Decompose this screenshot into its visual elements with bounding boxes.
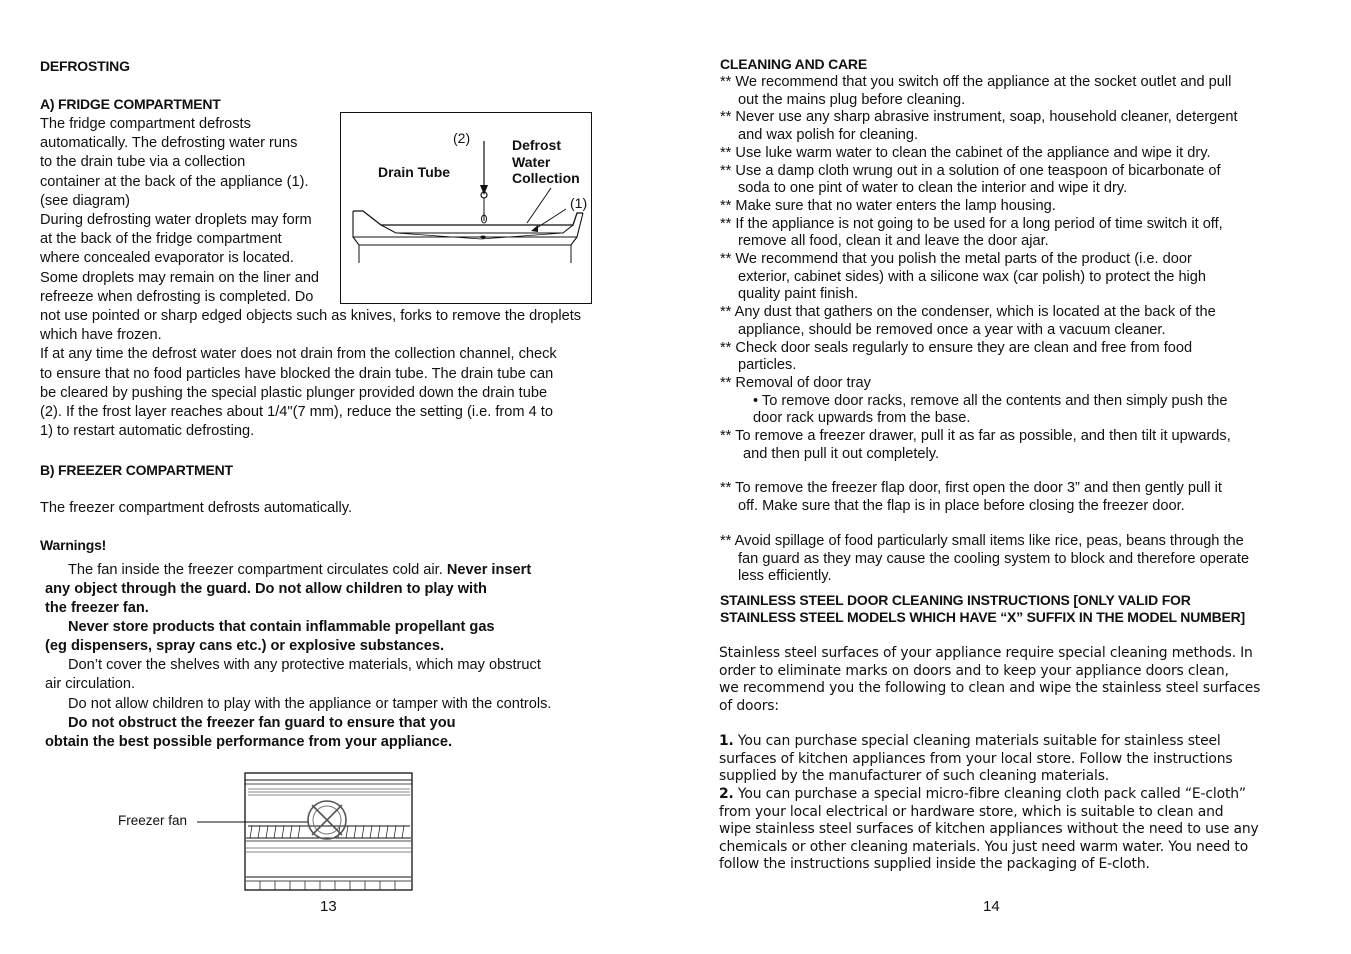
stainless-item-2-line-1 (719, 786, 1259, 804)
fridge-line-1: The fridge compartment defrosts (40, 116, 251, 132)
stainless-intro (719, 645, 1260, 715)
fridge-wide-line-2: which have frozen. (40, 327, 162, 344)
fridge-wide-line-5: be cleared by pushing the special plastic plunger provided down the drain tube (40, 384, 548, 401)
cleaning-item-1-line-1: ** We recommend that you switch off the appliance at the socket outlet and pull (720, 74, 1232, 90)
freezer-text: The freezer compartment defrosts automatically. (40, 500, 352, 516)
cleaning-item-1-line-2: out the mains plug before cleaning. (738, 91, 966, 108)
fridge-wide-line-6: (2). If the frost layer reaches about 1/4"(7 mm), reduce the setting (i.e. from 4 to (40, 404, 553, 421)
cleaning-item-9-line-1: ** Check door seals regularly to ensure they are clean and free from food (720, 339, 1193, 356)
defrosting-heading: DEFROSTING (40, 58, 130, 74)
warning-3-line-2: air circulation. (45, 676, 136, 692)
spillage-line-3: less efficiently. (738, 568, 832, 585)
freezer-compartment-heading: B) FREEZER COMPARTMENT (40, 462, 233, 478)
stainless-steel-heading (720, 592, 1245, 626)
stainless-intro-line-2: order to eliminate marks on doors and to keep your appliance doors clean, (719, 662, 1229, 679)
cleaning-item-6-line-2: remove all food, clean it and leave the door ajar. (738, 233, 1049, 250)
fridge-line-6: During defrosting water droplets may form (40, 212, 312, 229)
warning-1-bold: Never insert (446, 562, 532, 578)
stainless-intro-line-4: of doors: (719, 697, 779, 714)
stainless-item-1-line-3 (719, 768, 1233, 786)
fridge-line-7: at the back of the fridge compartment (40, 231, 282, 248)
cleaning-item-4-line-2: soda to one pint of water to clean the interior and wipe it dry. (738, 180, 1128, 197)
cleaning-items (720, 74, 1238, 463)
warning-2-line-2: (eg dispensers, spray cans etc.) or explosive substances. (45, 638, 445, 654)
fridge-line-4: container at the back of the appliance (1). (40, 173, 309, 190)
label-2: (2) (453, 130, 471, 146)
fridge-line-8: where concealed evaporator is located. (40, 250, 294, 267)
stainless-item-2-line-4 (719, 839, 1259, 857)
stainless-item-1-line-2 (719, 751, 1233, 769)
flap-door-item (720, 480, 1222, 515)
label-collection: Collection (512, 170, 580, 186)
freezer-fan-label: Freezer fan (118, 813, 188, 828)
stainless-item-2-text-1: You can purchase a special micro-fibre cleaning cloth pack called “E-cloth” (733, 786, 1246, 802)
drain-diagram (340, 112, 592, 304)
cleaning-and-care-heading: CLEANING AND CARE (720, 56, 867, 72)
warning-1-normal: The fan inside the freezer compartment circulates cold air. (68, 562, 447, 578)
fridge-line-3: to the drain tube via a collection (40, 154, 246, 171)
fridge-wide-line-3: If at any time the defrost water does not drain from the collection channel, check (40, 346, 557, 363)
drawer-line-2: and then pull it out completely. (743, 445, 940, 462)
stainless-item-2-line-5 (719, 856, 1259, 874)
fridge-paragraph-wide (40, 307, 581, 441)
stainless-item-1-text-3: supplied by the manufacturer of such cleaning materials. (719, 768, 1110, 785)
flap-door-line-2: off. Make sure that the flap is in place before closing the freezer door. (738, 497, 1185, 514)
cleaning-item-3-line-1: ** Use luke warm water to clean the cabinet of the appliance and wipe it dry. (720, 144, 1211, 161)
fridge-line-2: automatically. The defrosting water runs (40, 135, 298, 152)
cleaning-item-7-line-3: quality paint finish. (738, 286, 859, 303)
cleaning-item-9-line-2: particles. (738, 357, 797, 374)
freezer-fan-illustration (190, 770, 416, 892)
cleaning-item-4-line-1: ** Use a damp cloth wrung out in a solution of one teaspoon of bicarbonate of (720, 162, 1221, 179)
fridge-line-9: Some droplets may remain on the liner and (40, 269, 320, 286)
warning-4: Do not allow children to play with the appliance or tamper with the controls. (68, 696, 552, 712)
cleaning-item-5-line-1: ** Make sure that no water enters the lamp housing. (720, 197, 1056, 214)
warning-1-line-1 (68, 561, 531, 580)
label-1: (1) (570, 195, 588, 211)
stainless-item-2 (719, 786, 1259, 874)
stainless-item-1-text-1: You can purchase special cleaning materials suitable for stainless steel (733, 733, 1221, 749)
spillage-line-1: ** Avoid spillage of food particularly small items like rice, peas, beans through the (720, 533, 1244, 549)
cleaning-item-2-line-1: ** Never use any sharp abrasive instrument, soap, household cleaner, detergent (720, 109, 1238, 126)
stainless-item-2-text-4: chemicals or other cleaning materials. You just need warm water. You need to (719, 838, 1249, 855)
door-tray-line-1: • To remove door racks, remove all the contents and then simply push the (753, 392, 1228, 409)
fridge-wide-line-4: to ensure that no food particles have blocked the drain tube. The drain tube can (40, 365, 554, 382)
stainless-item-2-text-3: wipe stainless steel surfaces of kitchen appliances without the need to use any (719, 821, 1259, 838)
stainless-item-2-number: 2. (719, 786, 734, 802)
fridge-line-10: refreeze when defrosting is completed. Do (40, 288, 314, 305)
drawer-line-1: ** To remove a freezer drawer, pull it as far as possible, and then tilt it upwards, (720, 428, 1231, 445)
spillage-line-2: fan guard as they may cause the cooling system to block and therefore operate (738, 550, 1250, 567)
stainless-intro-line-1: Stainless steel surfaces of your appliance require special cleaning methods. In (719, 645, 1253, 661)
cleaning-item-2-line-2: and wax polish for cleaning. (738, 127, 919, 144)
stainless-heading-line-2: STAINLESS STEEL MODELS WHICH HAVE “X” SUFFIX IN THE MODEL NUMBER] (720, 609, 1245, 625)
door-tray-line-2: door rack upwards from the base. (753, 410, 971, 427)
fridge-wide-line-7: 1) to restart automatic defrosting. (40, 423, 255, 440)
cleaning-item-10-line-1: ** Removal of door tray (720, 374, 871, 391)
spillage-item (720, 533, 1249, 586)
warning-3-line-1: Don’t cover the shelves with any protective materials, which may obstruct (68, 657, 541, 673)
warning-2-line-1: Never store products that contain inflammable propellant gas (68, 619, 495, 635)
cleaning-item-8-line-1: ** Any dust that gathers on the condenser, which is located at the back of the (720, 304, 1216, 321)
cleaning-item-8-line-2: appliance, should be removed once a year with a vacuum cleaner. (738, 321, 1166, 338)
cleaning-item-7-line-1: ** We recommend that you polish the metal parts of the product (i.e. door (720, 251, 1192, 268)
stainless-item-2-text-5: follow the instructions supplied inside the packaging of E-cloth. (719, 856, 1150, 873)
flap-door-line-1: ** To remove the freezer flap door, first open the door 3” and then gently pull it (720, 480, 1222, 496)
stainless-item-2-line-3 (719, 821, 1259, 839)
stainless-item-2-text-2: from your local electrical or hardware store, which is suitable to clean and (719, 803, 1224, 820)
stainless-item-1-number: 1. (719, 733, 734, 749)
label-drain-tube: Drain Tube (378, 164, 451, 180)
stainless-item-1-text-2: surfaces of kitchen appliances from your local store. Follow the instructions (719, 750, 1233, 767)
page-number-right: 14 (983, 898, 1000, 915)
stainless-item-1-line-1 (719, 733, 1233, 751)
fridge-compartment-heading: A) FRIDGE COMPARTMENT (40, 96, 221, 112)
cleaning-item-7-line-2: exterior, cabinet sides) with a silicone wax (car polish) to protect the high (738, 268, 1207, 285)
warning-5-line-1: Do not obstruct the freezer fan guard to ensure that you (68, 715, 456, 731)
cleaning-item-6-line-1: ** If the appliance is not going to be used for a long period of time switch it off, (720, 215, 1223, 232)
stainless-item-2-line-2 (719, 804, 1259, 822)
warning-1-line-3: the freezer fan. (45, 600, 149, 616)
label-defrost: Defrost (512, 137, 562, 153)
warnings-heading: Warnings! (40, 537, 107, 553)
label-water: Water (512, 153, 551, 170)
fridge-line-5: (see diagram) (40, 192, 131, 209)
label-defrost-water-collection (512, 137, 580, 187)
stainless-item-1 (719, 733, 1233, 786)
fridge-wide-line-1: not use pointed or sharp edged objects such as knives, forks to remove the droplets (40, 308, 582, 324)
warning-1-line-2: any object through the guard. Do not allow children to play with (45, 581, 487, 597)
fridge-paragraph-narrow (40, 115, 319, 307)
stainless-intro-line-3: we recommend you the following to clean and wipe the stainless steel surfaces (719, 680, 1261, 697)
stainless-heading-line-1: STAINLESS STEEL DOOR CLEANING INSTRUCTIONS [ONLY VALID FOR (720, 592, 1191, 608)
page-number-left: 13 (320, 898, 337, 915)
warning-5-line-2: obtain the best possible performance from your appliance. (45, 734, 453, 750)
